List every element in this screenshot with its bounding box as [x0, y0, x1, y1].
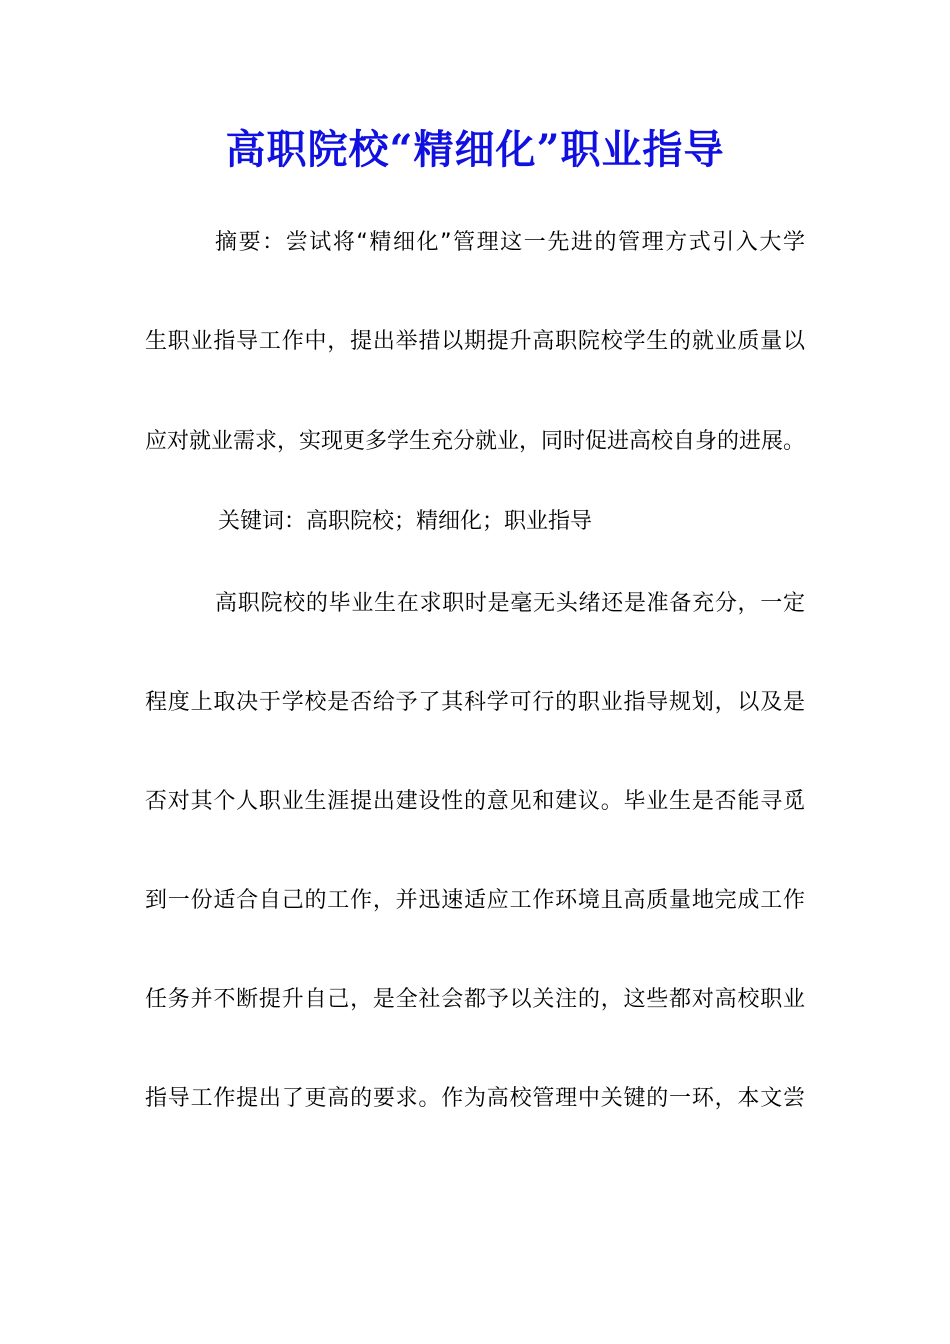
abstract-line-3: 应对就业需求，实现更多学生充分就业，同时促进高校自身的进展。 — [145, 429, 805, 454]
body-line-4: 到一份适合自己的工作，并迅速适应工作环境且高质量地完成工作 — [145, 888, 805, 913]
abstract-line-1: 摘要：尝试将“精细化”管理这一先进的管理方式引入大学 — [215, 230, 805, 255]
body-line-1: 高职院校的毕业生在求职时是毫无头绪还是准备充分，一定 — [215, 591, 805, 616]
body-line-5: 任务并不断提升自己，是全社会都予以关注的，这些都对高校职业 — [145, 987, 805, 1012]
body-line-6: 指导工作提出了更高的要求。作为高校管理中关键的一环，本文尝 — [145, 1086, 805, 1111]
keywords-line: 关键词：高职院校；精细化；职业指导 — [218, 509, 593, 534]
body-line-3: 否对其个人职业生涯提出建设性的意见和建议。毕业生是否能寻觅 — [145, 789, 805, 814]
abstract-line-2: 生职业指导工作中，提出举措以期提升高职院校学生的就业质量以 — [145, 329, 805, 354]
body-line-2: 程度上取决于学校是否给予了其科学可行的职业指导规划，以及是 — [145, 690, 805, 715]
document-title: 高职院校“精细化”职业指导 — [225, 126, 725, 173]
